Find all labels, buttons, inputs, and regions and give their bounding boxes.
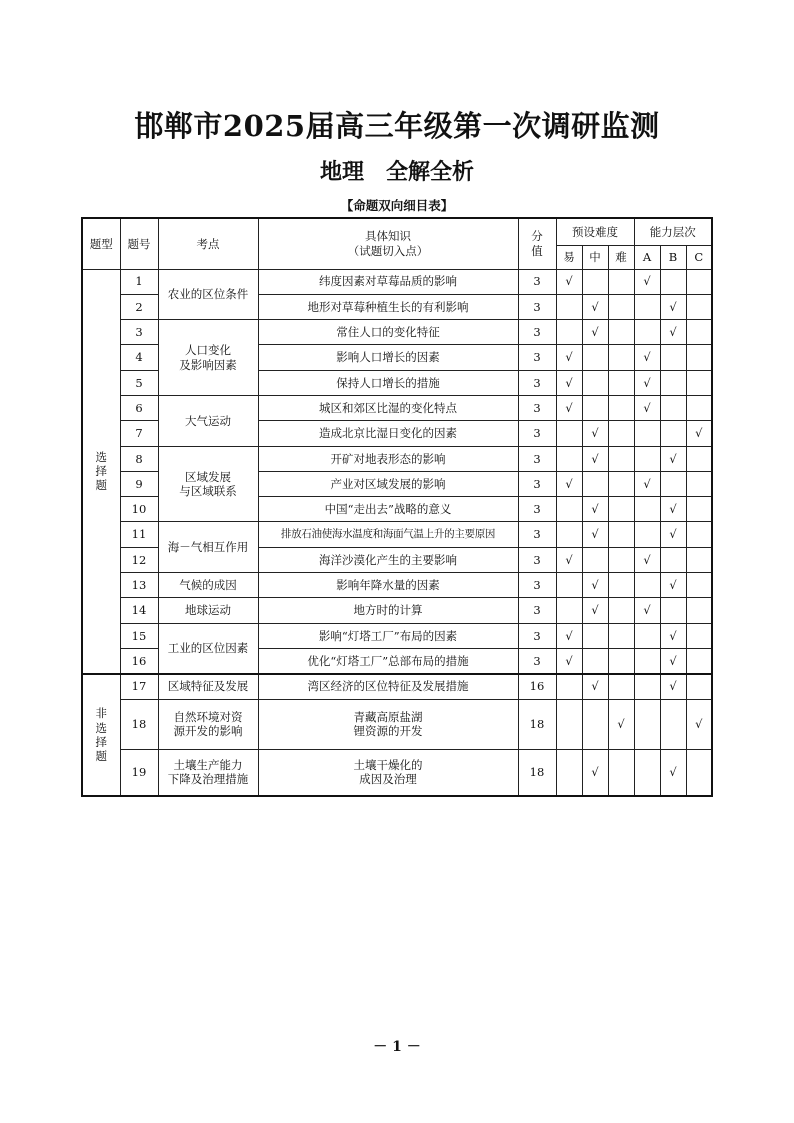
question-number: 16: [120, 648, 158, 673]
question-number: 3: [120, 320, 158, 345]
check-mark-icon: √: [556, 395, 582, 420]
knowledge-cell: [258, 320, 518, 345]
check-mark-icon: √: [556, 648, 582, 673]
knowledge-cell: [258, 421, 518, 446]
difficulty-cell: [608, 345, 634, 370]
knowledge-cell: [258, 446, 518, 471]
table-row: [82, 573, 712, 598]
question-number: 12: [120, 547, 158, 572]
knowledge-cell: [258, 370, 518, 395]
topic-cell: [158, 395, 258, 446]
header-number: 题号: [120, 218, 158, 269]
difficulty-cell: [582, 345, 608, 370]
difficulty-cell: [608, 522, 634, 547]
check-mark-icon: √: [660, 674, 686, 699]
check-mark-icon: √: [582, 497, 608, 522]
score-cell: 18: [518, 699, 556, 749]
topic-cell: [158, 699, 258, 749]
ability-cell: [686, 674, 712, 699]
question-number: 2: [120, 294, 158, 319]
question-type-char: 非: [95, 706, 107, 721]
difficulty-cell: [582, 699, 608, 749]
topic-line: 及影响因素: [179, 357, 237, 372]
check-mark-icon: √: [660, 497, 686, 522]
difficulty-cell: [608, 471, 634, 496]
knowledge-line: 湾区经济的区位特征及发展措施: [307, 679, 469, 694]
table-row: [82, 674, 712, 699]
ability-cell: [660, 598, 686, 623]
header-easy: 易: [556, 245, 582, 269]
ability-cell: [686, 573, 712, 598]
page-subtitle: 地理 全解全析: [319, 159, 474, 185]
difficulty-cell: [608, 446, 634, 471]
topic-line: 气候的成因: [179, 578, 237, 593]
ability-cell: [686, 648, 712, 673]
difficulty-cell: [608, 269, 634, 294]
ability-cell: [634, 294, 660, 319]
topic-line: 农业的区位条件: [167, 287, 249, 302]
check-mark-icon: √: [660, 522, 686, 547]
knowledge-cell: [258, 345, 518, 370]
ability-cell: [686, 269, 712, 294]
check-mark-icon: √: [634, 547, 660, 572]
check-mark-icon: √: [634, 598, 660, 623]
check-mark-icon: √: [582, 749, 608, 796]
check-mark-icon: √: [686, 699, 712, 749]
question-number: 6: [120, 395, 158, 420]
difficulty-cell: [556, 421, 582, 446]
table-row: [82, 749, 712, 796]
difficulty-cell: [556, 294, 582, 319]
check-mark-icon: √: [660, 446, 686, 471]
difficulty-cell: [608, 623, 634, 648]
ability-cell: [660, 269, 686, 294]
knowledge-line: 中国“走出去”战略的意义: [324, 502, 452, 517]
ability-cell: [686, 598, 712, 623]
difficulty-cell: [608, 370, 634, 395]
score-cell: 3: [518, 623, 556, 648]
topic-cell: [158, 320, 258, 396]
question-number: 8: [120, 446, 158, 471]
check-mark-icon: √: [660, 648, 686, 673]
check-mark-icon: √: [634, 345, 660, 370]
check-mark-icon: √: [634, 269, 660, 294]
knowledge-line: 优化“灯塔工厂”总部布局的措施: [307, 653, 469, 668]
score-cell: 3: [518, 446, 556, 471]
knowledge-line: 影响年降水量的因素: [336, 578, 440, 593]
question-number: 11: [120, 522, 158, 547]
header-medium: 中: [582, 245, 608, 269]
ability-cell: [634, 674, 660, 699]
knowledge-cell: [258, 749, 518, 796]
header-score: [518, 218, 556, 269]
ability-cell: [634, 573, 660, 598]
header-hard: 难: [608, 245, 634, 269]
question-type-char: 选: [95, 449, 107, 464]
header-ability-b: B: [660, 245, 686, 269]
question-type-char: 题: [95, 749, 107, 764]
ability-cell: [660, 395, 686, 420]
knowledge-cell: [258, 699, 518, 749]
difficulty-cell: [608, 674, 634, 699]
difficulty-cell: [608, 749, 634, 796]
check-mark-icon: √: [582, 573, 608, 598]
check-mark-icon: √: [660, 623, 686, 648]
question-number: 9: [120, 471, 158, 496]
question-type-cell: [82, 674, 120, 796]
difficulty-cell: [556, 320, 582, 345]
question-number: 19: [120, 749, 158, 796]
difficulty-cell: [556, 446, 582, 471]
ability-cell: [686, 395, 712, 420]
topic-cell: [158, 269, 258, 320]
question-number: 4: [120, 345, 158, 370]
header-topic: 考点: [158, 218, 258, 269]
knowledge-line: 产业对区域发展的影响: [330, 476, 446, 491]
check-mark-icon: √: [582, 294, 608, 319]
page-title: 邯郸市2025届高三年级第一次调研监测: [134, 109, 660, 143]
ability-cell: [686, 370, 712, 395]
knowledge-line: 影响“灯塔工厂”布局的因素: [318, 628, 458, 643]
difficulty-cell: [608, 648, 634, 673]
check-mark-icon: √: [556, 547, 582, 572]
difficulty-cell: [608, 497, 634, 522]
header-score-line1: 分: [531, 229, 543, 244]
table-row: [82, 446, 712, 471]
ability-cell: [660, 547, 686, 572]
ability-cell: [634, 623, 660, 648]
score-cell: 3: [518, 648, 556, 673]
ability-cell: [686, 749, 712, 796]
knowledge-line: 海洋沙漠化产生的主要影响: [319, 552, 457, 567]
table-row: [82, 598, 712, 623]
knowledge-line: 地方时的计算: [353, 603, 423, 618]
score-cell: 3: [518, 522, 556, 547]
ability-cell: [686, 471, 712, 496]
ability-cell: [660, 421, 686, 446]
table-row: [82, 269, 712, 294]
ability-cell: [686, 345, 712, 370]
question-number: 18: [120, 699, 158, 749]
difficulty-cell: [608, 294, 634, 319]
difficulty-cell: [582, 471, 608, 496]
check-mark-icon: √: [660, 749, 686, 796]
knowledge-cell: [258, 547, 518, 572]
topic-cell: [158, 522, 258, 573]
score-cell: 3: [518, 471, 556, 496]
ability-cell: [686, 547, 712, 572]
ability-cell: [634, 446, 660, 471]
ability-cell: [686, 294, 712, 319]
knowledge-cell: [258, 497, 518, 522]
ability-cell: [634, 497, 660, 522]
difficulty-cell: [608, 598, 634, 623]
knowledge-cell: [258, 573, 518, 598]
difficulty-cell: [556, 573, 582, 598]
header-knowledge-main: 具体知识: [365, 229, 411, 244]
ability-cell: [660, 345, 686, 370]
difficulty-cell: [608, 573, 634, 598]
ability-cell: [686, 623, 712, 648]
check-mark-icon: √: [634, 395, 660, 420]
topic-line: 大气运动: [185, 413, 231, 428]
check-mark-icon: √: [660, 573, 686, 598]
topic-cell: [158, 446, 258, 522]
check-mark-icon: √: [634, 471, 660, 496]
table-body: [82, 269, 712, 796]
check-mark-icon: √: [660, 320, 686, 345]
question-number: 5: [120, 370, 158, 395]
question-type-char: 题: [95, 478, 107, 493]
topic-cell: [158, 623, 258, 674]
topic-cell: [158, 573, 258, 598]
score-cell: 3: [518, 370, 556, 395]
ability-cell: [634, 421, 660, 446]
question-number: 1: [120, 269, 158, 294]
difficulty-cell: [582, 370, 608, 395]
knowledge-line: 地形对草莓种植生长的有利影响: [307, 299, 469, 314]
topic-line: 海－气相互作用: [167, 540, 249, 555]
ability-cell: [660, 471, 686, 496]
knowledge-line: 保持人口增长的措施: [336, 375, 440, 390]
header-knowledge: [258, 218, 518, 269]
ability-cell: [660, 699, 686, 749]
table-row: [82, 320, 712, 345]
score-cell: 3: [518, 269, 556, 294]
ability-cell: [634, 699, 660, 749]
score-cell: 3: [518, 421, 556, 446]
difficulty-cell: [556, 522, 582, 547]
knowledge-line: 锂资源的开发: [353, 724, 423, 739]
specification-table: [81, 217, 713, 797]
score-cell: 3: [518, 294, 556, 319]
question-number: 13: [120, 573, 158, 598]
check-mark-icon: √: [582, 320, 608, 345]
check-mark-icon: √: [556, 471, 582, 496]
header-ability-a: A: [634, 245, 660, 269]
table-row: [82, 699, 712, 749]
table-row: [82, 522, 712, 547]
knowledge-line: 影响人口增长的因素: [336, 350, 440, 365]
question-type-char: 选: [95, 720, 107, 735]
check-mark-icon: √: [582, 674, 608, 699]
topic-line: 下降及治理措施: [167, 772, 249, 787]
topic-line: 区域特征及发展: [167, 679, 249, 694]
knowledge-line: 排放石油使海水温度和海面气温上升的主要原因: [280, 528, 496, 541]
knowledge-cell: [258, 395, 518, 420]
check-mark-icon: √: [556, 269, 582, 294]
score-cell: 3: [518, 573, 556, 598]
difficulty-cell: [556, 749, 582, 796]
ability-cell: [686, 446, 712, 471]
knowledge-line: 青藏高原盐湖: [353, 709, 423, 724]
ability-cell: [686, 522, 712, 547]
difficulty-cell: [556, 699, 582, 749]
topic-cell: [158, 674, 258, 699]
knowledge-cell: [258, 294, 518, 319]
knowledge-cell: [258, 598, 518, 623]
question-type-char: 择: [95, 463, 107, 478]
knowledge-cell: [258, 648, 518, 673]
knowledge-line: 城区和郊区比湿的变化特点: [319, 400, 457, 415]
difficulty-cell: [608, 395, 634, 420]
difficulty-cell: [556, 674, 582, 699]
ability-cell: [686, 497, 712, 522]
score-cell: 16: [518, 674, 556, 699]
knowledge-cell: [258, 471, 518, 496]
question-number: 14: [120, 598, 158, 623]
page-number: － 1 －: [373, 1039, 421, 1055]
topic-line: 区域发展: [185, 469, 231, 484]
topic-line: 与区域联系: [179, 484, 237, 499]
difficulty-cell: [556, 497, 582, 522]
check-mark-icon: √: [582, 522, 608, 547]
score-cell: 3: [518, 497, 556, 522]
knowledge-line: 土壤干燥化的: [353, 757, 423, 772]
topic-line: 工业的区位因素: [167, 641, 249, 656]
difficulty-cell: [556, 598, 582, 623]
ability-cell: [634, 320, 660, 345]
difficulty-cell: [582, 623, 608, 648]
knowledge-cell: [258, 269, 518, 294]
topic-line: 自然环境对资: [173, 709, 243, 724]
check-mark-icon: √: [660, 294, 686, 319]
ability-cell: [686, 320, 712, 345]
topic-line: 人口变化: [185, 343, 231, 358]
header-ability: 能力层次: [634, 218, 712, 245]
knowledge-line: 开矿对地表形态的影响: [330, 451, 446, 466]
question-type-char: 择: [95, 734, 107, 749]
topic-line: 土壤生产能力: [173, 757, 243, 772]
check-mark-icon: √: [556, 623, 582, 648]
score-cell: 3: [518, 547, 556, 572]
check-mark-icon: √: [582, 598, 608, 623]
difficulty-cell: [582, 648, 608, 673]
difficulty-cell: [582, 395, 608, 420]
check-mark-icon: √: [556, 345, 582, 370]
check-mark-icon: √: [556, 370, 582, 395]
knowledge-cell: [258, 522, 518, 547]
ability-cell: [634, 648, 660, 673]
header-score-line2: 值: [531, 243, 543, 258]
knowledge-line: 成因及治理: [359, 772, 417, 787]
question-number: 10: [120, 497, 158, 522]
topic-line: 源开发的影响: [173, 724, 243, 739]
score-cell: 3: [518, 345, 556, 370]
topic-cell: [158, 749, 258, 796]
knowledge-line: 造成北京比湿日变化的因素: [319, 426, 457, 441]
question-number: 17: [120, 674, 158, 699]
question-number: 15: [120, 623, 158, 648]
check-mark-icon: √: [634, 370, 660, 395]
table-row: [82, 623, 712, 648]
topic-line: 地球运动: [185, 603, 231, 618]
header-difficulty: 预设难度: [556, 218, 634, 245]
check-mark-icon: √: [582, 421, 608, 446]
knowledge-cell: [258, 623, 518, 648]
knowledge-cell: [258, 674, 518, 699]
ability-cell: [634, 749, 660, 796]
score-cell: 18: [518, 749, 556, 796]
header-type: 题型: [82, 218, 120, 269]
difficulty-cell: [608, 547, 634, 572]
score-cell: 3: [518, 320, 556, 345]
ability-cell: [660, 370, 686, 395]
knowledge-line: 纬度因素对草莓品质的影响: [319, 274, 457, 289]
header-ability-c: C: [686, 245, 712, 269]
difficulty-cell: [582, 547, 608, 572]
topic-cell: [158, 598, 258, 623]
difficulty-cell: [608, 421, 634, 446]
question-number: 7: [120, 421, 158, 446]
score-cell: 3: [518, 395, 556, 420]
question-type-cell: [82, 269, 120, 674]
table-caption: 【命题双向细目表】: [340, 198, 454, 213]
ability-cell: [634, 522, 660, 547]
score-cell: 3: [518, 598, 556, 623]
difficulty-cell: [608, 320, 634, 345]
knowledge-line: 常住人口的变化特征: [336, 325, 440, 340]
table-row: [82, 395, 712, 420]
check-mark-icon: √: [686, 421, 712, 446]
check-mark-icon: √: [608, 699, 634, 749]
header-knowledge-sub: （试题切入点）: [347, 243, 429, 258]
check-mark-icon: √: [582, 446, 608, 471]
difficulty-cell: [582, 269, 608, 294]
